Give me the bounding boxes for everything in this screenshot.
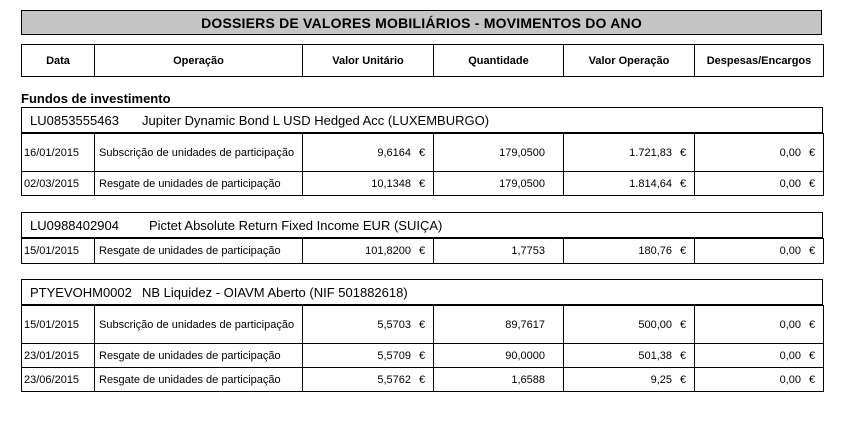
fund-name: Jupiter Dynamic Bond L USD Hedged Acc (LUXEMBURGO) — [142, 112, 490, 128]
row-unit-value: 10,1348 € — [303, 172, 434, 196]
row-expenses: 0,00 € — [695, 134, 824, 172]
row-operation: Subscrição de unidades de participação — [95, 134, 303, 172]
row-operation-value: 1.814,64 € — [564, 172, 695, 196]
row-expenses: 0,00 € — [695, 239, 824, 264]
table-row — [22, 344, 824, 368]
fund-name: Pictet Absolute Return Fixed Income EUR (SUIÇA) — [149, 217, 443, 233]
row-operation: Resgate de unidades de participação — [95, 368, 303, 392]
row-date: 16/01/2015 — [22, 134, 95, 172]
table-row — [22, 368, 824, 392]
section-title: Fundos de investimento — [21, 91, 171, 106]
fund-header — [21, 107, 823, 133]
fund-name: NB Liquidez - OIAVM Aberto (NIF 501882618) — [142, 284, 408, 300]
header-date: Data — [22, 45, 95, 77]
header-operation-value: Valor Operação — [564, 45, 695, 77]
row-expenses: 0,00 € — [695, 368, 824, 392]
row-unit-value: 101,8200 € — [303, 239, 434, 264]
row-unit-value: 5,5762 € — [303, 368, 434, 392]
movements-table — [21, 238, 824, 264]
row-expenses: 0,00 € — [695, 172, 824, 196]
row-expenses: 0,00 € — [695, 306, 824, 344]
fund-block — [21, 279, 823, 392]
row-operation: Resgate de unidades de participação — [95, 172, 303, 196]
row-quantity: 179,0500 — [434, 134, 564, 172]
fund-block — [21, 107, 823, 196]
header-unit-value: Valor Unitário — [303, 45, 434, 77]
row-date: 02/03/2015 — [22, 172, 95, 196]
fund-code: PTYEVOHM0002 — [30, 284, 132, 300]
fund-header — [21, 212, 823, 238]
row-unit-value: 5,5703 € — [303, 306, 434, 344]
row-operation: Subscrição de unidades de participação — [95, 306, 303, 344]
movements-table — [21, 133, 824, 196]
row-operation-value: 500,00 € — [564, 306, 695, 344]
table-row — [22, 134, 824, 172]
fund-code: LU0988402904 — [30, 217, 119, 233]
row-unit-value: 5,5709 € — [303, 344, 434, 368]
movements-table — [21, 305, 824, 392]
header-quantity: Quantidade — [434, 45, 564, 77]
fund-code: LU0853555463 — [30, 112, 119, 128]
table-row — [22, 306, 824, 344]
row-operation: Resgate de unidades de participação — [95, 239, 303, 264]
row-quantity: 89,7617 — [434, 306, 564, 344]
row-date: 23/01/2015 — [22, 344, 95, 368]
table-row — [22, 239, 824, 264]
header-operation: Operação — [95, 45, 303, 77]
row-date: 15/01/2015 — [22, 306, 95, 344]
row-operation-value: 180,76 € — [564, 239, 695, 264]
fund-header — [21, 279, 823, 305]
row-operation: Resgate de unidades de participação — [95, 344, 303, 368]
row-quantity: 1,6588 — [434, 368, 564, 392]
page-title: DOSSIERS DE VALORES MOBILIÁRIOS - MOVIMENTOS DO ANO — [21, 10, 822, 35]
row-quantity: 179,0500 — [434, 172, 564, 196]
row-date: 15/01/2015 — [22, 239, 95, 264]
row-quantity: 1,7753 — [434, 239, 564, 264]
table-row — [22, 172, 824, 196]
row-operation-value: 501,38 € — [564, 344, 695, 368]
column-headers — [21, 44, 824, 77]
header-expenses: Despesas/Encargos — [695, 45, 824, 77]
row-operation-value: 1.721,83 € — [564, 134, 695, 172]
row-quantity: 90,0000 — [434, 344, 564, 368]
row-date: 23/06/2015 — [22, 368, 95, 392]
row-expenses: 0,00 € — [695, 344, 824, 368]
row-unit-value: 9,6164 € — [303, 134, 434, 172]
row-operation-value: 9,25 € — [564, 368, 695, 392]
fund-block — [21, 212, 823, 264]
